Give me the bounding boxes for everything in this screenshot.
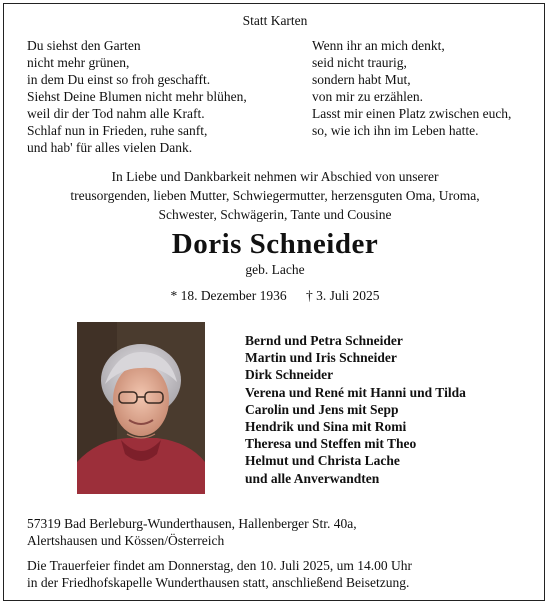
family-member: Dirk Schneider (245, 367, 334, 383)
poem-line: Siehst Deine Blumen nicht mehr blühen, (27, 89, 247, 104)
family-member: Verena und René mit Hanni und Tilda (245, 384, 466, 400)
poem-line: Du siehst den Garten (27, 38, 141, 53)
birth-date: * 18. Dezember 1936 (170, 288, 287, 303)
poem-line: so, wie ich ihn im Leben hatte. (312, 123, 479, 138)
family-member: und alle Anverwandten (245, 470, 380, 486)
header-statt-karten: Statt Karten (242, 13, 308, 28)
poem-line: Wenn ihr an mich denkt, (312, 38, 445, 53)
address-line: Alertshausen und Kössen/Österreich (27, 533, 225, 548)
family-member: Carolin und Jens mit Sepp (245, 401, 399, 417)
maiden-name: geb. Lache (245, 262, 305, 277)
address-line: 57319 Bad Berleburg-Wunderthausen, Hallenberger Str. 40a, (27, 516, 357, 531)
funeral-line: in der Friedhofskapelle Wunderthausen statt, anschließend Beisetzung. (27, 575, 410, 590)
poem-line: weil dir der Tod nahm alle Kraft. (27, 106, 205, 121)
family-list (245, 332, 466, 487)
funeral-info (27, 557, 412, 591)
poem-left (27, 37, 247, 156)
poem-line: sondern habt Mut, (312, 72, 411, 87)
family-member: Bernd und Petra Schneider (245, 333, 403, 348)
life-dates (0, 288, 550, 304)
intro-text (0, 167, 550, 224)
poem-line: Lasst mir einen Platz zwischen euch, (312, 106, 512, 121)
poem-line: Schlaf nun in Frieden, ruhe sanft, (27, 123, 208, 138)
intro-line: In Liebe und Dankbarkeit nehmen wir Abschied von unserer (111, 169, 439, 184)
poem-line: nicht mehr grünen, (27, 55, 130, 70)
poem-line: in dem Du einst so froh geschafft. (27, 72, 211, 87)
family-member: Theresa und Steffen mit Theo (245, 436, 417, 452)
address-block (27, 515, 357, 549)
deceased-name: Doris Schneider (171, 228, 379, 260)
family-member: Helmut und Christa Lache (245, 453, 400, 469)
portrait-photo (77, 322, 205, 494)
intro-line: treusorgenden, lieben Mutter, Schwiegermutter, herzensguten Oma, Uroma, (70, 188, 480, 203)
poem-line: seid nicht traurig, (312, 55, 407, 70)
family-member: Martin und Iris Schneider (245, 350, 397, 366)
poem-line: und hab' für alles vielen Dank. (27, 140, 193, 155)
poem-line: von mir zu erzählen. (312, 89, 423, 104)
intro-line: Schwester, Schwägerin, Tante und Cousine (158, 207, 392, 222)
death-date: † 3. Juli 2025 (306, 288, 380, 303)
funeral-line: Die Trauerfeier findet am Donnerstag, den 10. Juli 2025, um 14.00 Uhr (27, 558, 413, 573)
family-member: Hendrik und Sina mit Romi (245, 419, 407, 435)
poem-right (312, 37, 511, 139)
